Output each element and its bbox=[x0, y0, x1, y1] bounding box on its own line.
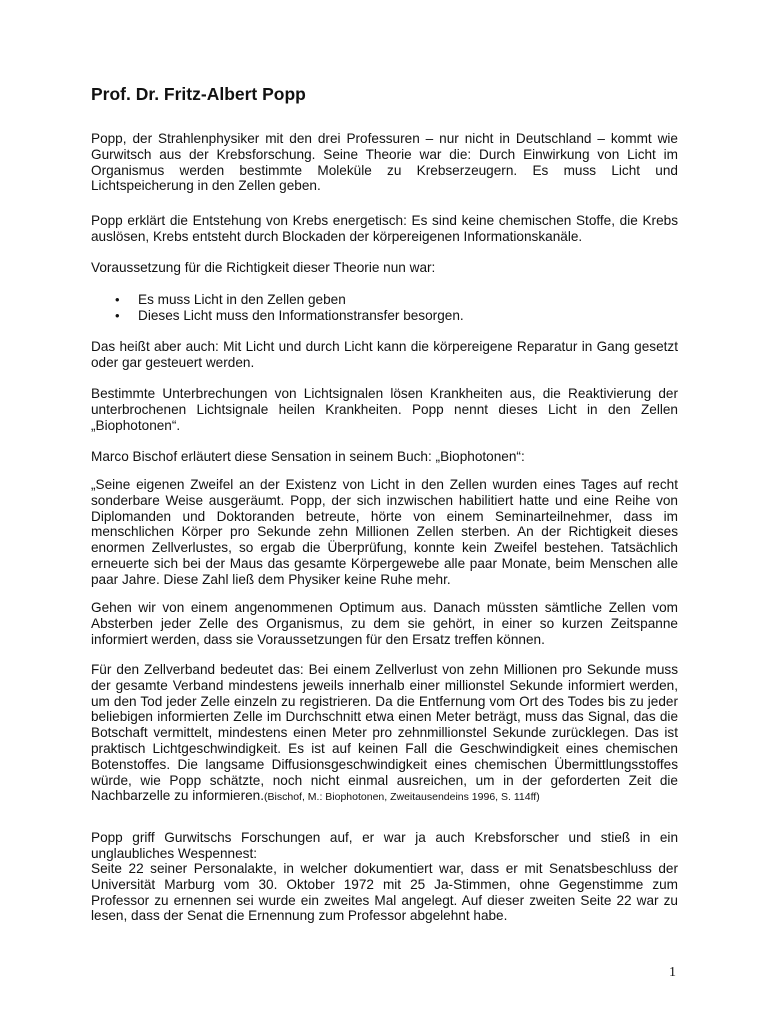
list-item bbox=[91, 308, 464, 324]
paragraph-optimum: Gehen wir von einem angenommenen Optimum aus. Danach müssten sämtliche Zellen vom Absterben jeder Zelle des Organismus, zu dem sie gehört, in einer so kurzen Zeitspanne informiert werden, dass sie Voraussetzungen für den Ersatz treffen können. bbox=[91, 600, 678, 647]
paragraph-gurwitsch: Popp griff Gurwitschs Forschungen auf, er war ja auch Krebsforscher und stieß in ein unglaubliches Wespennest: bbox=[91, 830, 678, 861]
bullet-list bbox=[91, 292, 464, 324]
page-number: 1 bbox=[669, 965, 676, 980]
list-item-text: Es muss Licht in den Zellen geben bbox=[138, 292, 346, 307]
list-item bbox=[91, 292, 464, 308]
paragraph-intro: Popp, der Strahlenphysiker mit den drei Professuren – nur nicht in Deutschland – kommt wie Gurwitsch aus der Krebsforschung. Seine Theorie war die: Durch Einwirkung von Licht im Organismus werden bestimmte Moleküle zu Krebserzeugern. Es muss Licht und Lichtspeicherung in den Zellen geben. bbox=[91, 131, 678, 194]
bullet-icon: • bbox=[115, 292, 120, 307]
page-title: Prof. Dr. Fritz-Albert Popp bbox=[91, 84, 306, 104]
list-item-text: Dieses Licht muss den Informationstransfer besorgen. bbox=[138, 307, 464, 323]
paragraph-quote: „Seine eigenen Zweifel an der Existenz von Licht in den Zellen wurden eines Tages auf recht sonderbare Weise ausgeräumt. Popp, der sich inzwischen habilitiert hatte und eine Reihe von Diplomanden und Doktoranden betreute, hörte von einem Seminarteilnehmer, dass im menschlichen Körper pro Sekunde zehn Millionen Zellen sterben. An der Richtigkeit dieses enormen Zellverlustes, so ergab die Überprüfung, konnte kein Zweifel bestehen. Tatsächlich erneuerte sich bei der Maus das gesamte Körpergewebe alle paar Monate, beim Menschen alle paar Jahre. Diese Zahl ließ dem Physiker keine Ruhe mehr. bbox=[91, 477, 678, 587]
paragraph-repair: Das heißt aber auch: Mit Licht und durch Licht kann die körpereigene Reparatur in Gang gesetzt oder gar gesteuert werden. bbox=[91, 339, 678, 370]
paragraph-cell-network-text: Für den Zellverband bedeutet das: Bei einem Zellverlust von zehn Millionen pro Sekunde muss der gesamte Verband mindestens jeweils innerhalb einer millionstel Sekunde informiert werden, um den Tod jeder Zelle einzeln zu registrieren. Da die Entfernung vom Ort des Todes bis zu jeder beliebigen informierten Zelle im Durchschnitt etwa einen Meter beträgt, muss das Signal, das die Botschaft vermittelt, mindestens einen Meter pro zehnmillionstel Sekunde zurücklegen. Das ist praktisch Lichtgeschwindigkeit. Es ist auf keinen Fall die Geschwindigkeit eines chemischen Botenstoffes. Die langsame Diffusionsgeschwindigkeit eines chemischen Übermittlungsstoffes würde, wie Popp schätzte, noch nicht einmal ausreichen, um in der geforderten Zeit die Nachbarzelle zu informieren. bbox=[91, 662, 678, 804]
paragraph-cell-network bbox=[91, 662, 678, 806]
paragraph-energy: Popp erklärt die Entstehung von Krebs energetisch: Es sind keine chemischen Stoffe, die Krebs auslösen, Krebs entsteht durch Blockaden der körpereigenen Informationskanäle. bbox=[91, 213, 678, 244]
bullet-icon: • bbox=[115, 307, 120, 323]
paragraph-condition: Voraussetzung für die Richtigkeit dieser Theorie nun war: bbox=[91, 260, 436, 275]
paragraph-bischof: Marco Bischof erläutert diese Sensation in seinem Buch: „Biophotonen“: bbox=[91, 449, 525, 464]
paragraph-personnel-file: Seite 22 seiner Personalakte, in welcher dokumentiert war, dass er mit Senatsbeschluss der Universität Marburg vom 30. Oktober 1972 mit 25 Ja-Stimmen, ohne Gegenstimme zum Professor zu ernennen sei wurde ein zweites Mal angelegt. Auf dieser zweiten Seite 22 war zu lesen, dass der Senat die Ernennung zum Professor abgelehnt habe. bbox=[91, 861, 678, 924]
paragraph-biophotons: Bestimmte Unterbrechungen von Lichtsignalen lösen Krankheiten aus, die Reaktivierung der unterbrochenen Lichtsignale heilen Krankheiten. Popp nennt dieses Licht in den Zellen „Biophotonen“. bbox=[91, 386, 678, 433]
citation: (Bischof, M.: Biophotonen, Zweitausendeins 1996, S. 114ff) bbox=[264, 791, 540, 804]
